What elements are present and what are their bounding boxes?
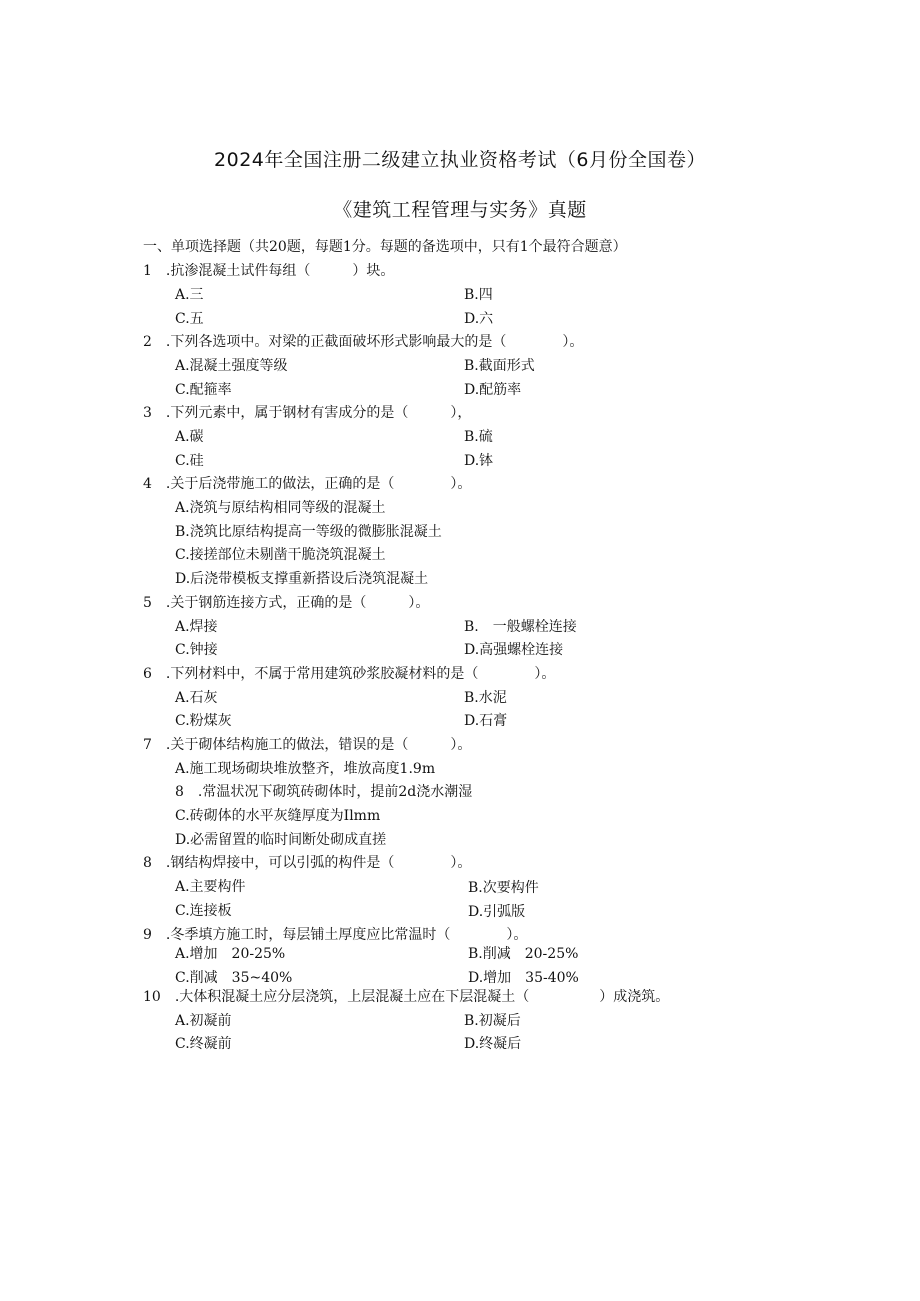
question-1-stem: 1 .抗渗混凝土试件每组（ ）块。 — [143, 263, 395, 279]
question-10-stem: 10 .大体积混凝土应分层浇筑，上层混凝土应在下层混凝土（ ）成浇筑。 — [143, 989, 670, 1005]
question-9-option-c: C.削减 35~40% — [175, 970, 293, 986]
question-3-option-d: D.钵 — [464, 453, 494, 469]
question-6-option-d: D.石膏 — [464, 713, 508, 729]
question-1-option-c: C.五 — [175, 311, 204, 327]
question-5-option-b: B. 一般螺栓连接 — [464, 619, 577, 635]
question-6-option-c: C.粉煤灰 — [175, 713, 232, 729]
question-2-option-d: D.配筋率 — [464, 382, 522, 398]
question-8-stem: 8 .钢结构焊接中，可以引弧的构件是（ ）。 — [143, 855, 472, 871]
question-7-option-c: C.砖砌体的水平灰缝厚度为Ilmm — [175, 808, 381, 824]
question-4-option-a: A.浇筑与原结构相同等级的混凝土 — [175, 500, 386, 516]
question-4-option-d: D.后浇带模板支撑重新搭设后浇筑混凝土 — [175, 571, 429, 587]
question-2-option-c: C.配箍率 — [175, 382, 232, 398]
question-10-option-b: B.初凝后 — [464, 1013, 521, 1029]
page-title: 2024年全国注册二级建立执业资格考试（6月份全国卷） — [214, 149, 706, 171]
question-5-stem: 5 .关于钢筋连接方式，正确的是（ ）。 — [143, 595, 430, 611]
question-2-option-a: A.混凝土强度等级 — [175, 358, 288, 374]
question-4-option-c: C.接搓部位未剔凿干脆浇筑混凝土 — [175, 547, 386, 563]
page-subtitle: 《建筑工程管理与实务》真题 — [333, 199, 587, 221]
question-10-option-a: A.初凝前 — [175, 1013, 232, 1029]
question-6-stem: 6 .下列材料中，不属于常用建筑砂浆胶凝材料的是（ ）。 — [143, 666, 556, 682]
question-6-option-a: A.石灰 — [175, 690, 218, 706]
section-heading: 一、单项选择题（共20题，每题1分。每题的备选项中，只有1个最符合题意） — [143, 239, 627, 255]
question-4-option-b: B.浇筑比原结构提高一等级的微膨胀混凝土 — [175, 524, 442, 540]
question-3-option-c: C.硅 — [175, 453, 204, 469]
question-8-option-d: D.引弧版 — [468, 904, 526, 920]
question-3-option-b: B.硫 — [464, 429, 493, 445]
question-3-stem: 3 .下列元素中，属于钢材有害成分的是（ ）， — [143, 405, 472, 421]
question-10-option-c: C.终凝前 — [175, 1036, 232, 1052]
question-2-stem: 2 .下列各选项中。对梁的正截面破坏形式影响最大的是（ ）。 — [143, 334, 584, 350]
question-5-option-c: C.钟接 — [175, 642, 218, 658]
question-9-option-a: A.增加 20-25% — [175, 946, 286, 962]
question-9-stem: 9 .冬季填方施工时，每层铺土厚度应比常温时（ ）。 — [143, 927, 528, 943]
question-10-option-d: D.终凝后 — [464, 1036, 522, 1052]
question-8-option-c: C.连接板 — [175, 903, 232, 919]
question-7-stem: 7 .关于砌体结构施工的做法，错误的是（ ）。 — [143, 737, 472, 753]
question-9-option-b: B.削减 20-25% — [468, 946, 579, 962]
question-9-option-d: D.增加 35-40% — [468, 970, 579, 986]
question-5-option-a: A.焊接 — [175, 619, 218, 635]
question-7-option-b: 8 .常温状况下砌筑砖砌体时，提前2d浇水潮湿 — [175, 784, 473, 800]
question-8-option-a: A.主要构件 — [175, 879, 246, 895]
question-7-option-d: D.必需留置的临时间断处砌成直搓 — [175, 832, 387, 848]
question-5-option-d: D.高强螺栓连接 — [464, 642, 564, 658]
question-7-option-a: A.施工现场砌块堆放整齐，堆放高度1.9m — [175, 761, 436, 777]
question-2-option-b: B.截面形式 — [464, 358, 535, 374]
question-1-option-d: D.六 — [464, 311, 494, 327]
question-1-option-b: B.四 — [464, 287, 493, 303]
question-6-option-b: B.水泥 — [464, 690, 507, 706]
question-1-option-a: A.三 — [175, 287, 204, 303]
question-4-stem: 4 .关于后浇带施工的做法，正确的是（ ）。 — [143, 476, 472, 492]
question-3-option-a: A.碳 — [175, 429, 204, 445]
question-8-option-b: B.次要构件 — [468, 880, 539, 896]
